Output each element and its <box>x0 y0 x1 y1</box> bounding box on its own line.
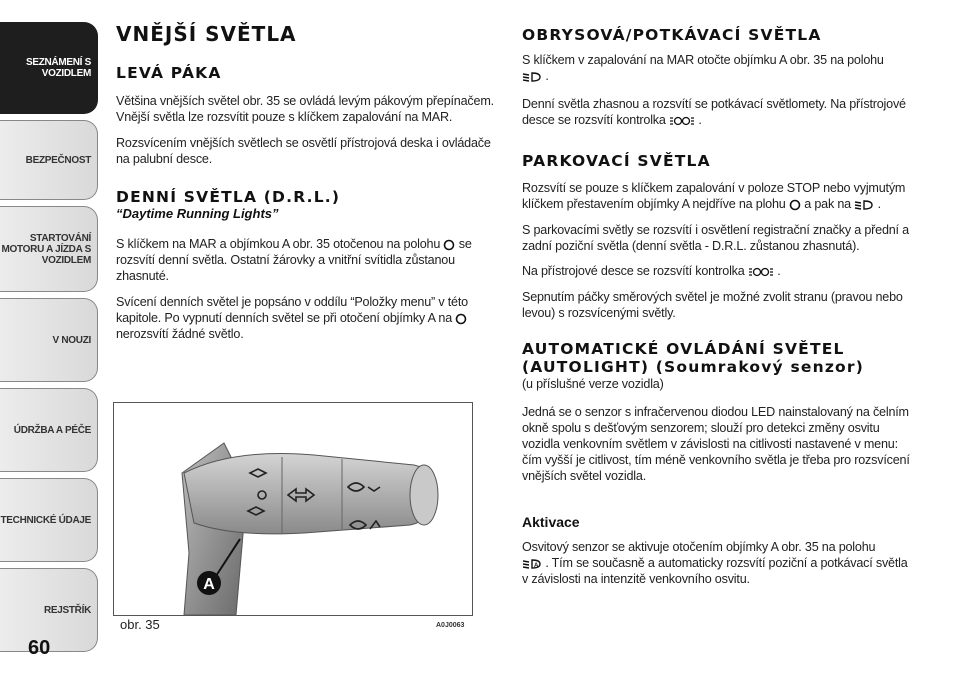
off-position-icon <box>789 199 801 211</box>
aktivace-heading: Aktivace <box>522 514 580 530</box>
parking-text-1 <box>522 180 912 212</box>
figure-caption: obr. 35 <box>120 617 160 632</box>
parking-text-4: Sepnutím páčky směrových světel je možné zvolit stranu (pravou nebo levou) s rozsvícenými světly. <box>522 290 903 320</box>
tab-label: REJSTŘÍK <box>43 604 91 616</box>
drl-text-1 <box>116 236 501 284</box>
parking-heading: PARKOVACÍ SVĚTLA <box>522 152 711 170</box>
tab-label: STARTOVÁNÍ MOTORU A JÍZDA S VOZIDLEM <box>1 232 91 266</box>
off-position-icon <box>443 239 455 251</box>
parking-light-icon <box>669 115 695 127</box>
auto-heading-2: (AUTOLIGHT) (Soumrakový senzor) <box>522 358 865 376</box>
parking-text-1b: a pak na <box>804 197 851 211</box>
auto-light-icon <box>522 558 542 570</box>
tab-label: V NOUZI <box>52 334 91 346</box>
parking-text-1c: . <box>877 197 881 211</box>
drl-text-1b: se rozsvítí denní světla. Ostatní žárovky a vnitřní svítidla zůstanou zhasnuté. <box>116 237 472 283</box>
tab-startovani[interactable] <box>0 206 98 292</box>
tab-label: SEZNÁMENÍ S VOZIDLEM <box>25 57 91 79</box>
drl-subheading: “Daytime Running Lights” <box>116 206 279 221</box>
parking-text-3 <box>522 263 912 279</box>
low-beam-icon <box>854 199 874 211</box>
auto-text-1: Jedná se o senzor s infračervenou diodou LED nainstalovaný na čelním okně spolu s dešťovým senzorem; slouží pro detekci změny osvitu vozidla venkovním světlem v závislosti na citlivosti nastavené v menu: čím vyšší je citlivost, tím méně venkovního světla je třeba pro rozsvícení vnějších světel vozidla. <box>522 405 910 483</box>
parking-text-3b: . <box>777 264 781 278</box>
tab-label: BEZPEČNOST <box>25 154 91 166</box>
parking-text-1a: Rozsvítí se pouze s klíčkem zapalování v poloze STOP nebo vyjmutým klíčkem přestavením objímky A nejdříve na plohu <box>522 181 906 211</box>
tab-technicke-udaje[interactable] <box>0 478 98 562</box>
svg-text:A: A <box>534 562 539 569</box>
parking-text-2: S parkovacími světly se rozsvítí i osvětlení registrační značky a přední a zadní poziční světla (denní světla - D.R.L. zůstanou zhasnutá). <box>522 223 909 253</box>
figure-35 <box>113 402 473 616</box>
leva-paka-heading: LEVÁ PÁKA <box>116 64 222 82</box>
aktivace-text-1b: . Tím se současně a automaticky rozsvítí poziční a potkávací světla v závislosti na intenzitě venkovního osvitu. <box>522 556 908 586</box>
obrys-text-1b: . <box>545 69 549 83</box>
obrys-text-1 <box>522 52 912 84</box>
section-title: VNĚJŠÍ SVĚTLA <box>116 22 297 46</box>
obrys-text-2a: Denní světla zhasnou a rozsvítí se potkávací světlomety. Na přístrojové desce se rozsvítí kontrolka <box>522 97 906 127</box>
low-beam-icon <box>522 71 542 83</box>
aktivace-text-1a: Osvitový senzor se aktivuje otočením objímky A obr. 35 na polohu <box>522 540 876 554</box>
obrys-text-2b: . <box>698 113 702 127</box>
drl-heading: DENNÍ SVĚTLA (D.R.L.) <box>116 188 341 206</box>
tab-udrzba[interactable] <box>0 388 98 472</box>
tab-v-nouzi[interactable] <box>0 298 98 382</box>
figure-code: A0J0063 <box>436 622 465 629</box>
auto-note: (u příslušné verze vozidla) <box>522 377 664 391</box>
auto-heading-1: AUTOMATICKÉ OVLÁDÁNÍ SVĚTEL <box>522 340 845 358</box>
drl-text-1a: S klíčkem na MAR a objímkou A obr. 35 otočenou na polohu <box>116 237 441 251</box>
parking-light-icon <box>748 266 774 278</box>
tab-label: ÚDRŽBA A PÉČE <box>13 424 91 436</box>
stalk-illustration <box>114 403 472 615</box>
obrys-text-2 <box>522 96 912 128</box>
tab-bezpecnost[interactable] <box>0 120 98 200</box>
obrys-text-1a: S klíčkem v zapalování na MAR otočte objímku A obr. 35 na polohu <box>522 53 884 67</box>
obrys-heading: OBRYSOVÁ/POTKÁVACÍ SVĚTLA <box>522 26 822 44</box>
parking-text-3a: Na přístrojové desce se rozsvítí kontrolka <box>522 264 745 278</box>
drl-text-2 <box>116 294 501 342</box>
aktivace-text-1 <box>522 539 914 587</box>
callout-a: A <box>203 576 215 593</box>
leva-paka-text-2: Rozsvícením vnějších světlech se osvětlí přístrojová deska i ovládače na palubní desce. <box>116 136 491 166</box>
leva-paka-text-1: Většina vnějších světel obr. 35 se ovládá levým pákovým přepínačem. Vnější světla lze rozsvítit pouze s klíčkem zapalování na MAR. <box>116 94 494 124</box>
tab-label: TECHNICKÉ ÚDAJE <box>0 514 91 526</box>
page-number: 60 <box>28 637 51 659</box>
drl-text-2b: nerozsvítí žádné světlo. <box>116 327 244 341</box>
tab-seznameni[interactable] <box>0 22 98 114</box>
off-position-icon <box>455 313 467 325</box>
drl-text-2a: Svícení denních světel je popsáno v oddílu “Položky menu” v této kapitole. Po vypnutí denních světel se při otočení objímky A na <box>116 295 468 325</box>
